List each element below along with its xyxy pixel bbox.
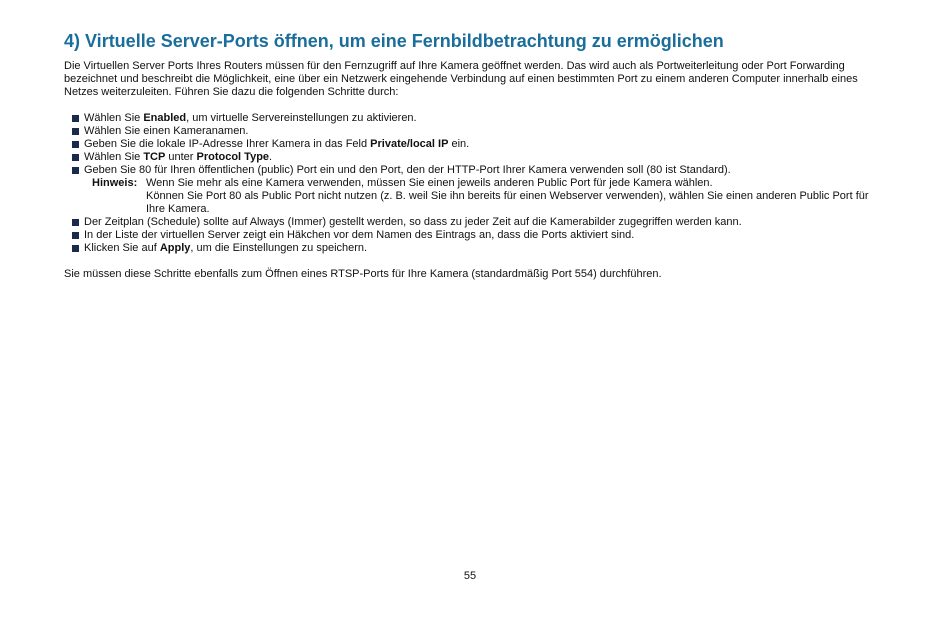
square-bullet-icon <box>72 141 79 148</box>
page-number: 55 <box>463 570 477 582</box>
list-item: Wählen Sie einen Kameranamen. <box>64 125 884 138</box>
note-block <box>64 177 884 216</box>
square-bullet-icon <box>72 154 79 161</box>
list-item: In der Liste der virtuellen Server zeigt ein Häkchen vor dem Namen des Eintrags an, dass die Ports aktiviert sind. <box>64 229 884 242</box>
note-line-1: Wenn Sie mehr als eine Kamera verwenden, müssen Sie einen jeweils anderen Public Port für jede Kamera wählen. <box>146 177 713 189</box>
square-bullet-icon <box>72 245 79 252</box>
square-bullet-icon <box>72 167 79 174</box>
square-bullet-icon <box>72 128 79 135</box>
list-item: Geben Sie 80 für Ihren öffentlichen (public) Port ein und den Port, den der HTTP-Port Ihrer Kamera verwenden soll (80 ist Standard). <box>64 164 884 177</box>
intro-paragraph: Die Virtuellen Server Ports Ihres Routers müssen für den Fernzugriff auf Ihre Kamera geöffnet werden. Das wird auch als Portweiterleitung oder Port Forwarding bezeichnet und beschreibt die Möglichkeit, eine über ein Netzwerk eingehende Verbindung auf einen bestimmten Port zu einem anderen Computer innerhalb eines Netzes weiterzuleiten. Führen Sie dazu die folgenden Schritte durch: <box>64 60 858 98</box>
square-bullet-icon <box>72 219 79 226</box>
steps-list-continued <box>64 216 884 255</box>
list-item: Wählen Sie Enabled, um virtuelle Servereinstellungen zu aktivieren. <box>64 112 884 125</box>
steps-list <box>64 112 884 177</box>
outro-paragraph: Sie müssen diese Schritte ebenfalls zum Öffnen eines RTSP-Ports für Ihre Kamera (standardmäßig Port 554) durchführen. <box>64 268 662 280</box>
document-page <box>64 30 884 281</box>
square-bullet-icon <box>72 232 79 239</box>
note-label: Hinweis: <box>92 177 138 189</box>
list-item: Klicken Sie auf Apply, um die Einstellungen zu speichern. <box>64 242 884 255</box>
list-item: Geben Sie die lokale IP-Adresse Ihrer Kamera in das Feld Private/local IP ein. <box>64 138 884 151</box>
list-item: Wählen Sie TCP unter Protocol Type. <box>64 151 884 164</box>
note-line-2: Können Sie Port 80 als Public Port nicht nutzen (z. B. weil Sie ihn bereits für einen Webserver verwenden), wählen Sie einen anderen Public Port für Ihre Kamera. <box>146 190 869 215</box>
list-item: Der Zeitplan (Schedule) sollte auf Always (Immer) gestellt werden, so dass zu jeder Zeit auf die Kamerabilder zugegriffen werden kann. <box>64 216 884 229</box>
page-title: 4) Virtuelle Server-Ports öffnen, um eine Fernbildbetrachtung zu ermöglichen <box>64 31 724 51</box>
square-bullet-icon <box>72 115 79 122</box>
